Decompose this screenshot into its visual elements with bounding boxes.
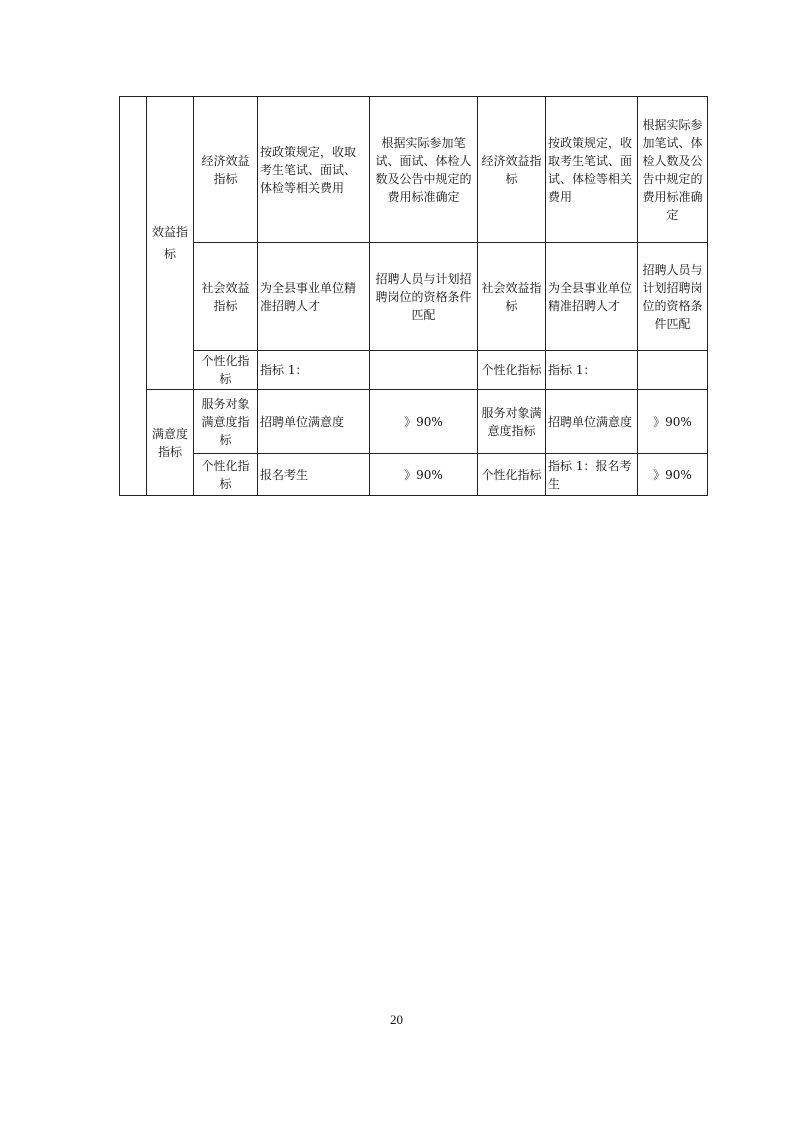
performance-indicator-table (119, 96, 708, 496)
social-indicator-target: 招聘人员与计划招聘岗位的资格条件匹配 (370, 243, 478, 351)
economic-indicator-name: 经济效益指标 (194, 97, 258, 243)
custom-benefit-indicator-name-actual: 个性化指标 (478, 351, 546, 390)
service-satisfaction-indicator-target-actual: 》90% (638, 390, 708, 454)
table-row (120, 454, 708, 496)
service-satisfaction-indicator-content-actual: 招聘单位满意度 (546, 390, 638, 454)
service-satisfaction-indicator-name-actual: 服务对象满意度指标 (478, 390, 546, 454)
social-indicator-content-actual: 为全县事业单位精准招聘人才 (546, 243, 638, 351)
table-row (120, 97, 708, 243)
custom-benefit-indicator-target (370, 351, 478, 390)
service-satisfaction-indicator-name: 服务对象满意度指标 (194, 390, 258, 454)
custom-satisfaction-indicator-content: 报名考生 (258, 454, 370, 496)
service-satisfaction-indicator-target: 》90% (370, 390, 478, 454)
custom-benefit-indicator-name: 个性化指标 (194, 351, 258, 390)
custom-benefit-indicator-content: 指标 1： (258, 351, 370, 390)
custom-satisfaction-indicator-name: 个性化指标 (194, 454, 258, 496)
custom-satisfaction-indicator-target: 》90% (370, 454, 478, 496)
satisfaction-indicator-category: 满意度指标 (147, 390, 194, 496)
economic-indicator-name-actual: 经济效益指标 (478, 97, 546, 243)
page-number: 20 (390, 1012, 403, 1027)
table-row (120, 351, 708, 390)
economic-indicator-content-actual: 按政策规定，收取考生笔试、面试、体检等相关费用 (546, 97, 638, 243)
custom-benefit-indicator-content-actual: 指标 1： (546, 351, 638, 390)
economic-indicator-content: 按政策规定，收取考生笔试、面试、体检等相关费用 (258, 97, 370, 243)
social-indicator-target-actual: 招聘人员与计划招聘岗位的资格条件匹配 (638, 243, 708, 351)
custom-satisfaction-indicator-content-actual: 指标 1：报名考生 (546, 454, 638, 496)
benefit-indicator-category: 效益指标 (147, 97, 194, 390)
social-indicator-name: 社会效益指标 (194, 243, 258, 351)
custom-benefit-indicator-target-actual (638, 351, 708, 390)
economic-indicator-target: 根据实际参加笔试、面试、体检人数及公告中规定的费用标准确定 (370, 97, 478, 243)
economic-indicator-target-actual: 根据实际参加笔试、体检人数及公告中规定的费用标准确定 (638, 97, 708, 243)
custom-satisfaction-indicator-target-actual: 》90% (638, 454, 708, 496)
outer-blank-cell (120, 97, 147, 496)
table-row (120, 243, 708, 351)
service-satisfaction-indicator-content: 招聘单位满意度 (258, 390, 370, 454)
social-indicator-content: 为全县事业单位精准招聘人才 (258, 243, 370, 351)
social-indicator-name-actual: 社会效益指标 (478, 243, 546, 351)
table-row (120, 390, 708, 454)
custom-satisfaction-indicator-name-actual: 个性化指标 (478, 454, 546, 496)
